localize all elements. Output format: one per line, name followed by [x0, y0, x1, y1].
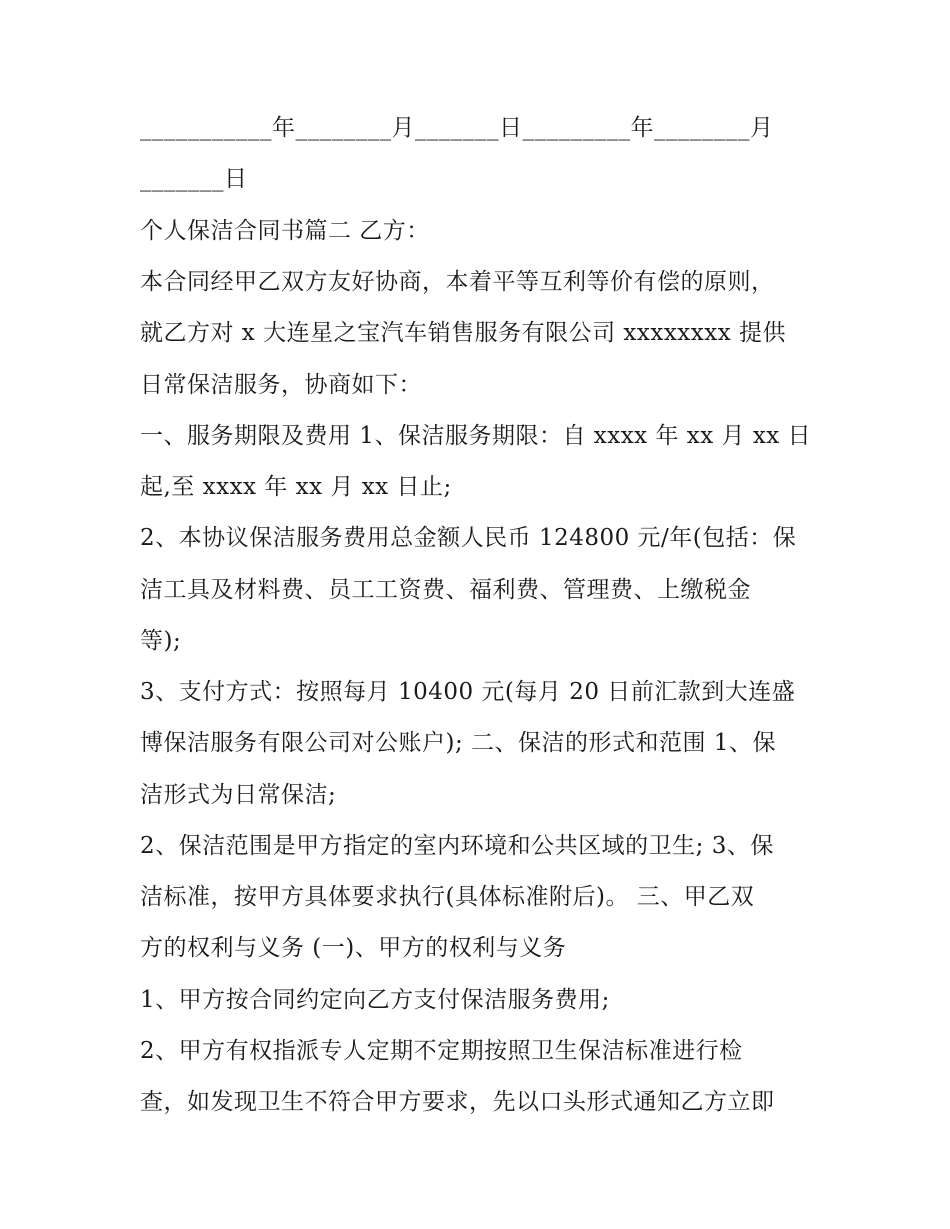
paragraph-line: 洁工具及材料费、员工工资费、福利费、管理费、上缴税金 — [140, 577, 751, 603]
paragraph-line: 洁形式为日常保洁; — [140, 782, 337, 808]
section-heading: 个人保洁合同书篇二 乙方： — [140, 218, 430, 244]
paragraph-line: 一、服务期限及费用 1、保洁服务期限：自 xxxx 年 xx 月 xx 日 — [140, 423, 812, 449]
paragraph-line: 就乙方对 x 大连星之宝汽车销售服务有限公司 xxxxxxxx 提供 — [140, 320, 786, 346]
date-signature-line-continued: _______日 — [140, 166, 248, 192]
paragraph-line: 3、支付方式：按照每月 10400 元(每月 20 日前汇款到大连盛 — [140, 679, 796, 705]
paragraph-line: 日常保洁服务，协商如下： — [140, 372, 422, 398]
paragraph-line: 等); — [140, 628, 182, 654]
paragraph-line: 2、本协议保洁服务费用总金额人民币 124800 元/年(包括：保 — [140, 525, 797, 551]
paragraph-line: 博保洁服务有限公司对公账户); 二、保洁的形式和范围 1、保 — [140, 730, 776, 756]
paragraph-line: 2、甲方有权指派专人定期不定期按照卫生保洁标准进行检 — [140, 1038, 743, 1064]
paragraph-line: 2、保洁范围是甲方指定的室内环境和公共区域的卫生; 3、保 — [140, 833, 774, 859]
paragraph-line: 方的权利与义务 (一)、甲方的权利与义务 — [140, 935, 567, 961]
paragraph-line: 1、甲方按合同约定向乙方支付保洁服务费用; — [140, 987, 610, 1013]
paragraph-line: 起,至 xxxx 年 xx 月 xx 日止; — [140, 474, 452, 500]
paragraph-line: 查，如发现卫生不符合甲方要求，先以口头形式通知乙方立即 — [140, 1089, 775, 1115]
paragraph-line: 本合同经甲乙双方友好协商，本着平等互利等价有偿的原则， — [140, 269, 775, 295]
paragraph-line: 洁标准，按甲方具体要求执行(具体标准附后)。 三、甲乙双 — [140, 884, 755, 910]
date-signature-line: ___________年________月_______日_________年________月 — [140, 115, 774, 141]
